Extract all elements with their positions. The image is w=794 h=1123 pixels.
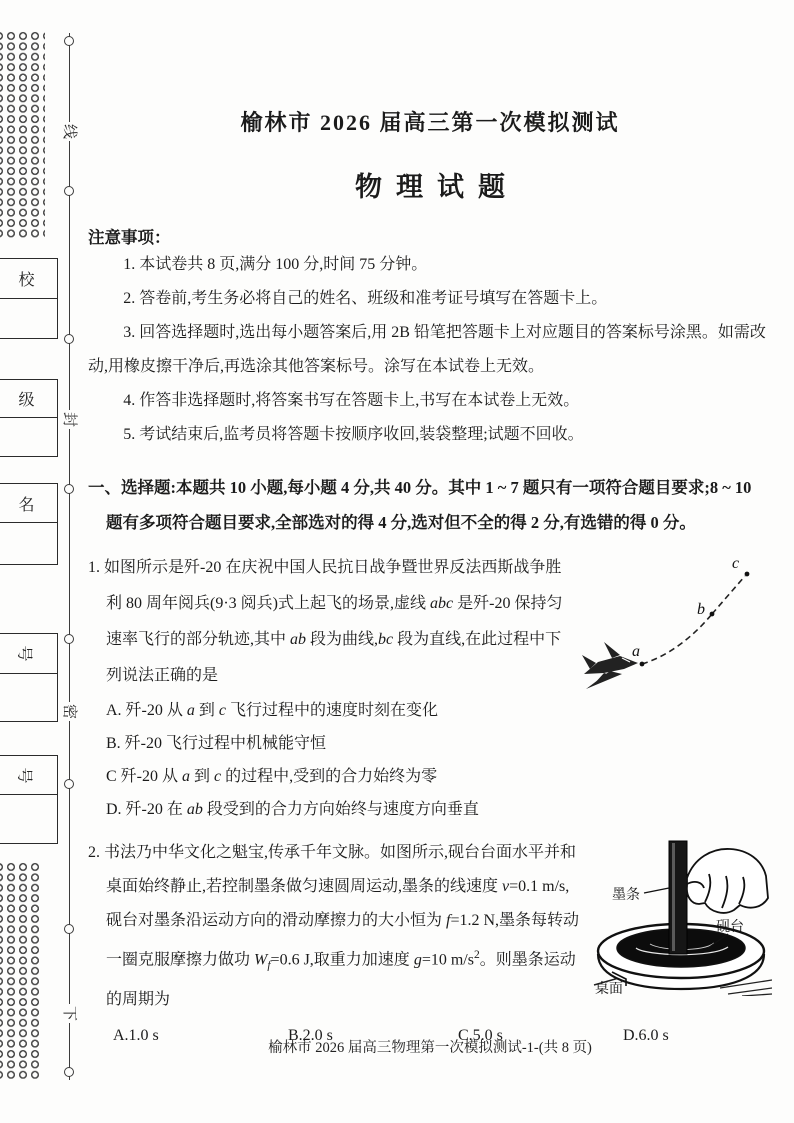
field-box-class <box>0 379 58 457</box>
seal-char-xian: 线 <box>56 122 85 141</box>
trajectory-line-bc <box>712 576 745 614</box>
notice-heading: 注意事项： <box>88 228 171 247</box>
question-2-option-c: C.5.0 s <box>458 1026 503 1044</box>
table-label: 桌面 <box>595 982 623 996</box>
seal-char-mi: 密 <box>56 702 85 721</box>
seal-ring <box>64 634 74 644</box>
question-1 <box>88 550 772 826</box>
field-box-school <box>0 258 58 339</box>
seal-ring <box>64 779 74 789</box>
question-2-stem: 2. 书法乃中华文化之魁宝,传承千年文脉。如图所示,砚台台面水平并和桌面始终静止,若控制墨条做匀速圆周运动,墨条的线速度 v=0.1 m/s,砚台对墨条沿运动方向的滑动摩擦力的大小恒为 f=1.2 N,墨条每转动一圈克服摩擦力做功 $W_f=0.6$ J,取重力加速度 g=10 $m/s^2$。则墨条运动的周期为 <box>88 844 580 1008</box>
field-box-number-1 <box>0 633 58 722</box>
binding-holes-top <box>0 30 45 238</box>
inkstone-label: 砚台 <box>716 920 744 935</box>
seal-ring <box>64 484 74 494</box>
notice-item-5: 5. 考试结束后,监考员将答题卡按顺序收回,装袋整理;试题不回收。 <box>123 426 584 443</box>
question-1-stem: 1. 如图所示是歼-20 在庆祝中国人民抗日战争暨世界反法西斯战争胜利 80 周年阅兵(9·3 阅兵)式上起飞的场景,虚线 abc 是歼-20 保持匀速率飞行的部分轨迹,其中 ab 段为曲线,bc 段为直线,在此过程中下列说法正确的是 <box>88 559 563 684</box>
seal-ring <box>64 36 74 46</box>
question-1-option-a: A. 歼-20 从 a 到 c 飞行过程中的速度时刻在变化 <box>106 702 439 719</box>
ink-stick <box>669 841 687 954</box>
trajectory-curve-ab <box>642 614 712 664</box>
binding-holes-bottom <box>0 861 39 1079</box>
notice-item-4: 4. 作答非选择题时,将答案书写在答题卡上,书写在本试卷上无效。 <box>123 392 580 409</box>
point-b-dot <box>710 612 715 617</box>
section-1-header: 一、选择题:本题共 10 小题,每小题 4 分,共 40 分。其中 1 ~ 7 题只有一项符合题目要求;8 ~ 10 题有多项符合题目要求,全部选对的得 4 分,选对但不全的得 2 分,有选错的得 0 分。 <box>88 478 752 532</box>
point-a-label: a <box>632 643 640 660</box>
question-2 <box>88 836 772 1053</box>
page-footer: 榆林市 2026 届高三物理第一次模拟测试-1-(共 8 页) <box>268 1040 592 1056</box>
exam-title: 榆林市 2026 届高三第一次模拟测试 <box>240 110 620 135</box>
ink-stick-pointer <box>644 888 669 893</box>
point-a-dot <box>640 662 645 667</box>
field-label-class: 级 <box>18 392 35 409</box>
question-2-option-b: B.2.0 s <box>288 1026 333 1044</box>
seal-ring <box>64 924 74 934</box>
seal-line <box>62 33 80 1080</box>
seal-char-xia: 下 <box>56 1004 85 1023</box>
hand-icon <box>687 849 768 913</box>
notice-item-1: 1. 本试卷共 8 页,满分 100 分,时间 75 分钟。 <box>123 256 428 273</box>
question-1-figure <box>580 552 772 692</box>
jet-aircraft-icon <box>582 642 638 689</box>
subject-title: 物理试题 <box>355 172 519 202</box>
question-1-option-c: C 歼-20 从 a 到 c 的过程中,受到的合力始终为零 <box>106 768 438 785</box>
notice-item-3: 3. 回答选择题时,选出每小题答案后,用 2B 铅笔把答题卡上对应题目的答案标号涂黑。如需改动,用橡皮擦干净后,再选涂其他答案标号。涂写在本试卷上无效。 <box>88 324 766 375</box>
field-label-number-2: 号 <box>15 766 33 784</box>
question-2-option-d: D.6.0 s <box>623 1026 669 1044</box>
field-box-name <box>0 483 58 565</box>
point-c-label: c <box>732 555 740 572</box>
question-2-figure <box>592 838 772 996</box>
field-label-school: 校 <box>18 272 35 289</box>
point-c-dot <box>745 572 750 577</box>
seal-ring <box>64 1067 74 1077</box>
seal-ring <box>64 186 74 196</box>
question-1-option-b: B. 歼-20 飞行过程中机械能守恒 <box>106 735 327 752</box>
seal-ring <box>64 334 74 344</box>
field-box-number-2 <box>0 755 58 844</box>
question-1-option-d: D. 歼-20 在 ab 段受到的合力方向始终与速度方向垂直 <box>106 801 479 818</box>
question-2-option-a: A.1.0 s <box>113 1026 159 1044</box>
notice-item-2: 2. 答卷前,考生务必将自己的姓名、班级和准考证号填写在答题卡上。 <box>123 290 608 307</box>
seal-char-feng: 封 <box>56 410 85 429</box>
point-b-label: b <box>697 601 705 618</box>
ink-stick-label: 墨条 <box>612 888 640 903</box>
main-content <box>88 0 772 1053</box>
field-label-name: 名 <box>18 496 35 514</box>
field-label-number-1: 号 <box>15 645 33 662</box>
